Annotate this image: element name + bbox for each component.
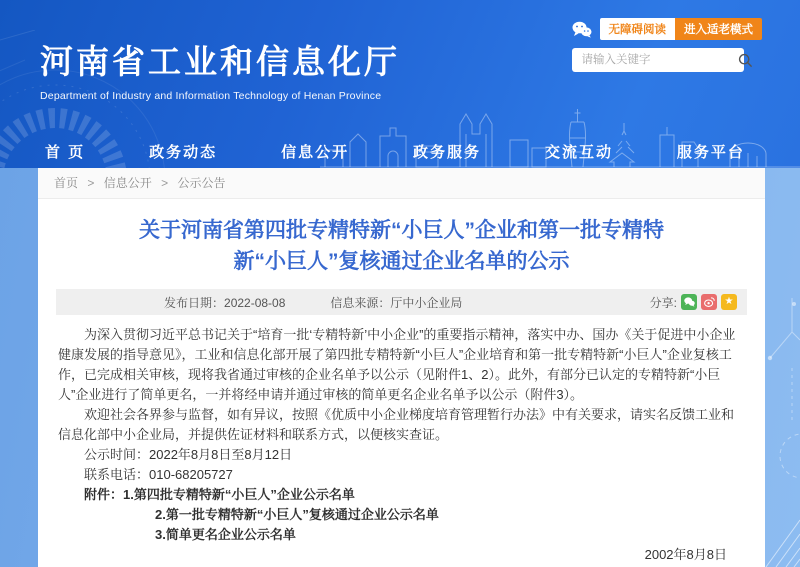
- breadcrumb-separator: >: [161, 176, 169, 190]
- site-header: [0, 0, 800, 168]
- paragraph: 欢迎社会各界参与监督，如有异议，按照《优质中小企业梯度培育管理暂行办法》中有关要求，请实名反馈工业和信息化部中小企业局，并提供佐证材料和联系方式，以便核实查证。: [58, 407, 735, 442]
- site-subtitle: Department of Industry and Information Technology of Henan Province: [40, 90, 382, 102]
- nav-item-news[interactable]: 政务动态: [149, 144, 218, 161]
- share-label: 分享:: [649, 295, 677, 310]
- site-brand: [40, 36, 400, 102]
- search-input[interactable]: [580, 53, 738, 67]
- nav-item-services[interactable]: 政务服务: [413, 144, 482, 161]
- content-card: [38, 168, 765, 567]
- header-buttons-row: [572, 18, 763, 40]
- breadcrumb-home[interactable]: 首页: [54, 176, 79, 190]
- nav-item-info-disclosure[interactable]: 信息公开: [281, 144, 350, 161]
- breadcrumb-separator: >: [87, 176, 95, 190]
- breadcrumb-info-disclosure[interactable]: 信息公开: [103, 176, 152, 190]
- share-widget: [650, 294, 737, 311]
- attachment-link-3[interactable]: 3.简单更名企业公示名单: [155, 527, 296, 542]
- share-weibo-icon[interactable]: [701, 294, 717, 310]
- attachment-line-1: [58, 485, 745, 505]
- sign-date: 2002年8月8日: [644, 547, 727, 562]
- breadcrumb-current: 公示公告: [177, 176, 226, 190]
- accessibility-reading-button[interactable]: 无障碍阅读: [600, 18, 676, 40]
- share-wechat-icon[interactable]: [681, 294, 697, 310]
- article-title-line2: 新“小巨人”复核通过企业名单的公示: [233, 250, 570, 273]
- article-meta-bar: [56, 289, 747, 315]
- paragraph: 为深入贯彻习近平总书记关于“培育一批‘专精特新’中小企业”的重要指示精神，落实中办、国办《关于促进中小企业健康发展的指导意见》，工业和信息化部开展了第四批专精特新“小巨人”企业培育和第一批专精特新“小巨人”企业复核工作，已完成相关审核，现将我省通过审核的企业名单予以公示（见附件1、2）。此外，有部分已认定的专精特新“小巨人”企业进行了简单更名，一并将经申请并通过审核的简单更名企业名单予以公示（附件3）。: [58, 327, 736, 402]
- share-favorite-star-icon[interactable]: ★: [721, 294, 737, 310]
- nav-item-platform[interactable]: 服务平台: [676, 144, 745, 161]
- attachment-link-2[interactable]: 2.第一批专精特新“小巨人”复核通过企业公示名单: [155, 507, 439, 522]
- info-source: 信息来源：厅中小企业局: [330, 295, 463, 310]
- attachment-line-3: [58, 525, 745, 545]
- breadcrumb: [38, 168, 765, 199]
- contact-phone-line: 联系电话：010-68205727: [84, 467, 233, 482]
- main-nav: [0, 135, 800, 168]
- publish-date: 发布日期：2022-08-08: [164, 295, 286, 310]
- elder-mode-button[interactable]: 进入适老模式: [675, 18, 762, 40]
- nav-item-interaction[interactable]: 交流互动: [544, 144, 613, 161]
- nav-item-home[interactable]: 首 页: [45, 144, 86, 161]
- article-title-line1: 关于河南省第四批专精特新“小巨人”企业和第一批专精特: [139, 219, 664, 242]
- publicity-period-line: 公示时间：2022年8月8日至8月12日: [84, 447, 293, 462]
- site-title: 河南省工业和信息化厅: [40, 43, 400, 80]
- page-background: [0, 168, 800, 567]
- search-icon[interactable]: [738, 53, 753, 68]
- attachment-link-1[interactable]: 1.第四批专精特新“小巨人”企业公示名单: [123, 487, 355, 502]
- tech-lines-decoration: [764, 208, 800, 567]
- article-title: [66, 215, 737, 277]
- header-tools: [572, 18, 763, 72]
- attachments-label: 附件：: [84, 487, 124, 502]
- search-box[interactable]: [572, 48, 744, 72]
- wechat-icon[interactable]: [572, 21, 592, 38]
- article-body: [38, 315, 765, 565]
- attachment-line-2: [58, 505, 745, 525]
